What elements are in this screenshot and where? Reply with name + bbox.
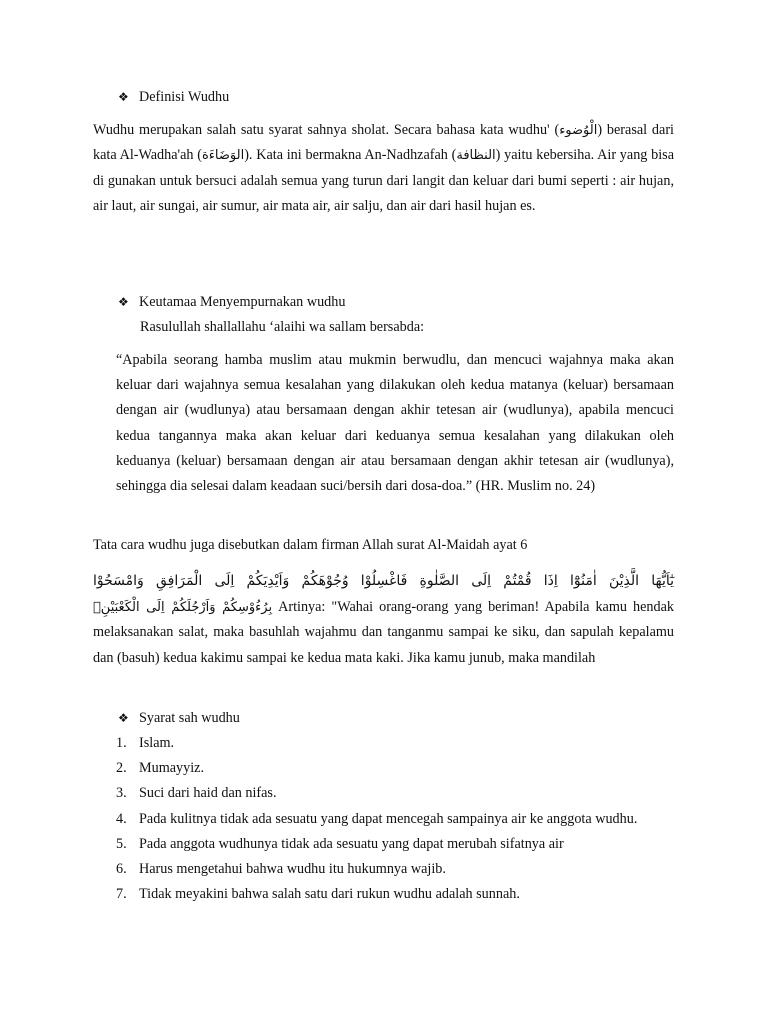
paragraph-definisi <box>93 118 674 219</box>
hadith-quote: “Apabila seorang hamba muslim atau mukmin berwudlu, dan mencuci wajahnya maka akan keluar dari wajahnya semua kesalahan yang dilakukan oleh kedua matanya (keluar) bersamaan dengan air (wudlunya) atau bersamaan dengan akhir tetesan air (wudlunya), apabila mencuci kedua tangannya maka akan keluar dari keduanya semua kesalahan yang dilakukan oleh keduanya (keluar) bersamaan dengan air atau bersamaan dengan akhir tetesan air (wudlunya), sehingga dia selesai dalam keadaan suci/bersih dari dosa-doa.” (HR. Muslim no. 24) <box>116 352 674 495</box>
arabic-term-wudhu: الْوُضوء <box>559 123 598 138</box>
heading-syarat-sah <box>118 708 240 728</box>
tata-cara-intro: Tata cara wudhu juga disebutkan dalam firman Allah surat Al-Maidah ayat 6 <box>93 537 528 553</box>
heading-keutamaan <box>118 292 345 312</box>
arabic-term-nadhzafah: النظافة <box>456 148 496 164</box>
list-number: 1. <box>116 735 127 751</box>
heading-text: Definisi Wudhu <box>139 89 230 105</box>
list-number: 2. <box>116 760 127 777</box>
list-text: Pada kulitnya tidak ada sesuatu yang dapat mencegah sampainya air ke anggota wudhu. <box>139 810 638 827</box>
text-run: ) berasal dari kata Al-Wadha'ah ( <box>93 122 674 164</box>
heading-definisi-wudhu <box>118 87 229 107</box>
diamond-bullet-icon: ❖ <box>118 295 129 309</box>
list-text: Harus mengetahui bahwa wudhu itu hukumnya wajib. <box>139 861 446 878</box>
list-text: Islam. <box>139 735 175 751</box>
list-number: 7. <box>116 886 127 903</box>
list-item <box>116 781 674 806</box>
text-run: Wudhu merupakan salah satu syarat sahnya sholat. Secara bahasa kata wudhu' ( <box>93 122 560 138</box>
list-item <box>116 857 674 882</box>
list-number: 3. <box>116 785 127 802</box>
quran-verse-line-2: بِرُءُوْسِكُمْ وَاَرْجُلَكُمْ اِلَى الْكَعْبَيْنِۗ <box>93 600 273 615</box>
text-run: ) yaitu kebersiha. Air yang bisa di gunakan untuk bersuci adalah semua yang turun dari langit dan keluar dari bumi seperti : air hujan, air laut, air sungai, air sumur, air mata air, air salju, dan air dari hasil hujan es. <box>93 147 674 214</box>
heading-text: Keutamaa Menyempurnakan wudhu <box>139 294 346 310</box>
list-item <box>116 882 674 907</box>
quran-translation <box>93 595 674 671</box>
list-text: Pada anggota wudhunya tidak ada sesuatu yang dapat merubah sifatnya air <box>139 835 564 852</box>
quran-verse-line-1: يٰٓاَيُّهَا الَّذِيْنَ اٰمَنُوْٓا اِذَا قُمْتُمْ اِلَى الصَّلٰوةِ فَاغْسِلُوْا وُجُوْهَكُمْ وَاَيْدِيَكُمْ اِلَى الْمَرَافِقِ وَامْسَحُوْا <box>93 573 674 589</box>
list-text: Suci dari haid dan nifas. <box>139 785 277 802</box>
arabic-term-wadhaah: الوَضَاءَة <box>201 148 245 164</box>
syarat-list <box>116 731 674 907</box>
translation-text: Artinya: "Wahai orang-orang yang beriman! Apabila kamu hendak melaksanakan salat, maka basuhlah wajahmu dan tanganmu sampai ke siku, dan sapulah kepalamu dan (basuh) kedua kakimu sampai ke kedua mata kaki. Jika kamu junub, maka mandilah <box>93 599 674 666</box>
list-number: 4. <box>116 810 127 827</box>
hadith-intro: Rasulullah shallallahu ‘alaihi wa sallam bersabda: <box>140 319 425 335</box>
list-number: 6. <box>116 861 127 878</box>
list-text: Mumayyiz. <box>139 760 205 777</box>
list-number: 5. <box>116 835 127 852</box>
heading-text: Syarat sah wudhu <box>139 710 240 726</box>
list-item <box>116 756 674 781</box>
diamond-bullet-icon: ❖ <box>118 90 129 104</box>
diamond-bullet-icon: ❖ <box>118 711 129 725</box>
list-item <box>116 807 674 832</box>
list-text: Tidak meyakini bahwa salah satu dari rukun wudhu adalah sunnah. <box>139 886 520 903</box>
text-run: ). Kata ini bermakna An-Nadhzafah ( <box>244 147 457 164</box>
list-item <box>116 731 674 756</box>
list-item <box>116 832 674 857</box>
